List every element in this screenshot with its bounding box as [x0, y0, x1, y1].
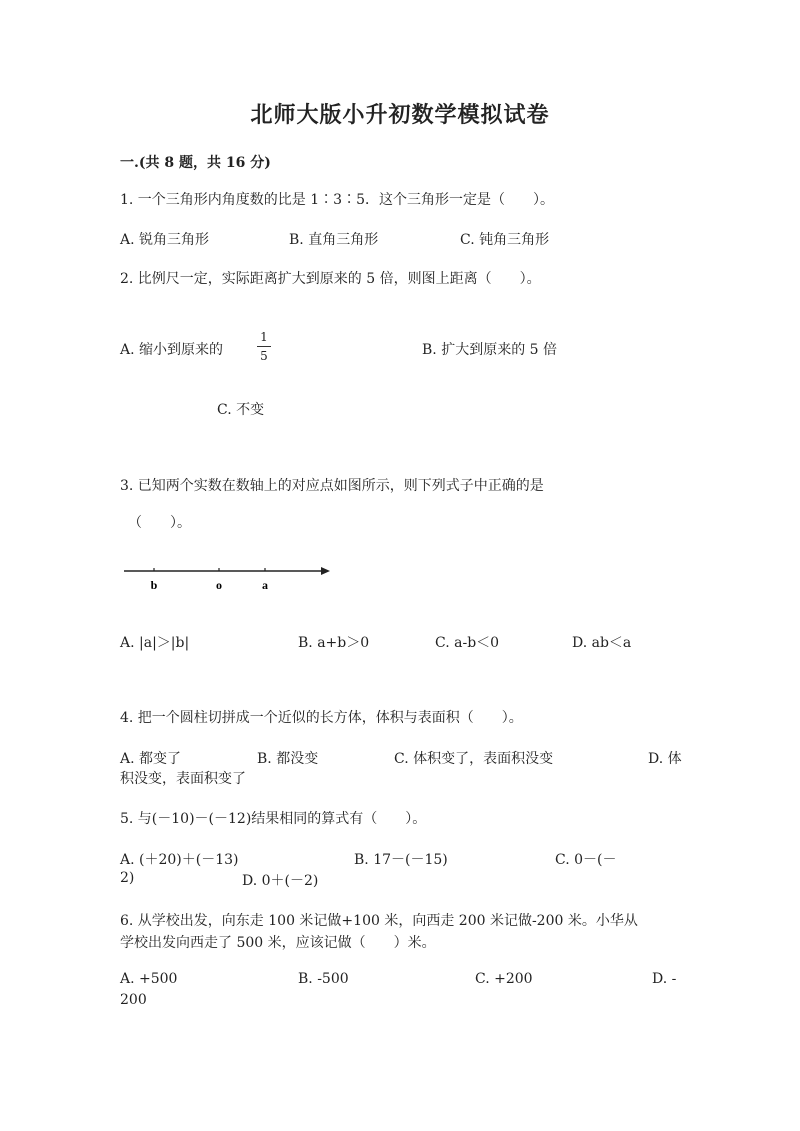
q1-option-a: A. 锐角三角形 [120, 232, 210, 248]
question-3-line-1: 3. 已知两个实数在数轴上的对应点如图所示，则下列式子中正确的是 [120, 478, 544, 494]
q5-option-c-part-2: 2) [120, 870, 135, 886]
question-4: 4. 把一个圆柱切拼成一个近似的长方体，体积与表面积（ ）。 [120, 710, 523, 726]
fraction-bar [257, 346, 271, 347]
q5-option-a: A. (＋20)＋(－13) [120, 852, 239, 868]
q5-option-d: D. 0＋(－2) [242, 873, 319, 889]
question-6-line-2: 学校出发向西走了 500 米，应该记做（ ）米。 [120, 935, 436, 951]
q4-option-a: A. 都变了 [120, 751, 182, 767]
q3-option-d: D. ab＜a [572, 635, 632, 651]
q4-option-c: C. 体积变了，表面积没变 [394, 751, 554, 767]
q3-option-c: C. a-b＜0 [435, 635, 500, 651]
q6-option-c: C. +200 [475, 971, 533, 987]
page-title: 北师大版小升初数学模拟试卷 [250, 102, 550, 128]
axis-label-o: o [216, 578, 222, 592]
q4-option-d-part-1: D. 体 [648, 751, 682, 767]
q4-option-d-part-2: 积没变，表面积变了 [120, 771, 246, 787]
number-line-figure [120, 560, 340, 596]
question-5: 5. 与(－10)－(－12)结果相同的算式有（ ）。 [120, 811, 427, 827]
q2-option-a: A. 缩小到原来的 [120, 342, 224, 358]
q6-option-b: B. -500 [298, 971, 349, 987]
q6-option-d-part-2: 200 [120, 992, 147, 1008]
q4-option-b: B. 都没变 [257, 751, 319, 767]
axis-label-a: a [262, 578, 268, 592]
arrow-right-icon [321, 567, 330, 575]
q6-option-a: A. +500 [120, 971, 178, 987]
question-2: 2. 比例尺一定，实际距离扩大到原来的 5 倍，则图上距离（ ）。 [120, 271, 541, 287]
q5-option-b: B. 17－(－15) [354, 852, 448, 868]
question-3-line-2: （ ）。 [128, 515, 191, 531]
q3-option-a: A. |a|＞|b| [120, 635, 190, 651]
question-6-line-1: 6. 从学校出发，向东走 100 米记做+100 米，向西走 200 米记做-200 米。小华从 [120, 913, 638, 929]
q2-option-c: C. 不变 [217, 402, 265, 418]
q6-option-d-part-1: D. - [652, 971, 677, 987]
q3-option-b: B. a+b＞0 [298, 635, 370, 651]
q1-option-c: C. 钝角三角形 [460, 232, 550, 248]
q2-option-b: B. 扩大到原来的 5 倍 [422, 342, 557, 358]
axis-label-b: b [150, 578, 158, 592]
q1-option-b: B. 直角三角形 [289, 232, 379, 248]
fraction-numerator: 1 [260, 330, 268, 344]
question-1: 1. 一个三角形内角度数的比是 1∶3∶5．这个三角形一定是（ ）。 [120, 192, 554, 208]
q2-fraction [257, 330, 271, 363]
q5-option-c-part-1: C. 0－(－ [555, 852, 617, 868]
fraction-denominator: 5 [260, 349, 268, 363]
section-header: 一.(共 8 题，共 16 分) [120, 155, 271, 171]
